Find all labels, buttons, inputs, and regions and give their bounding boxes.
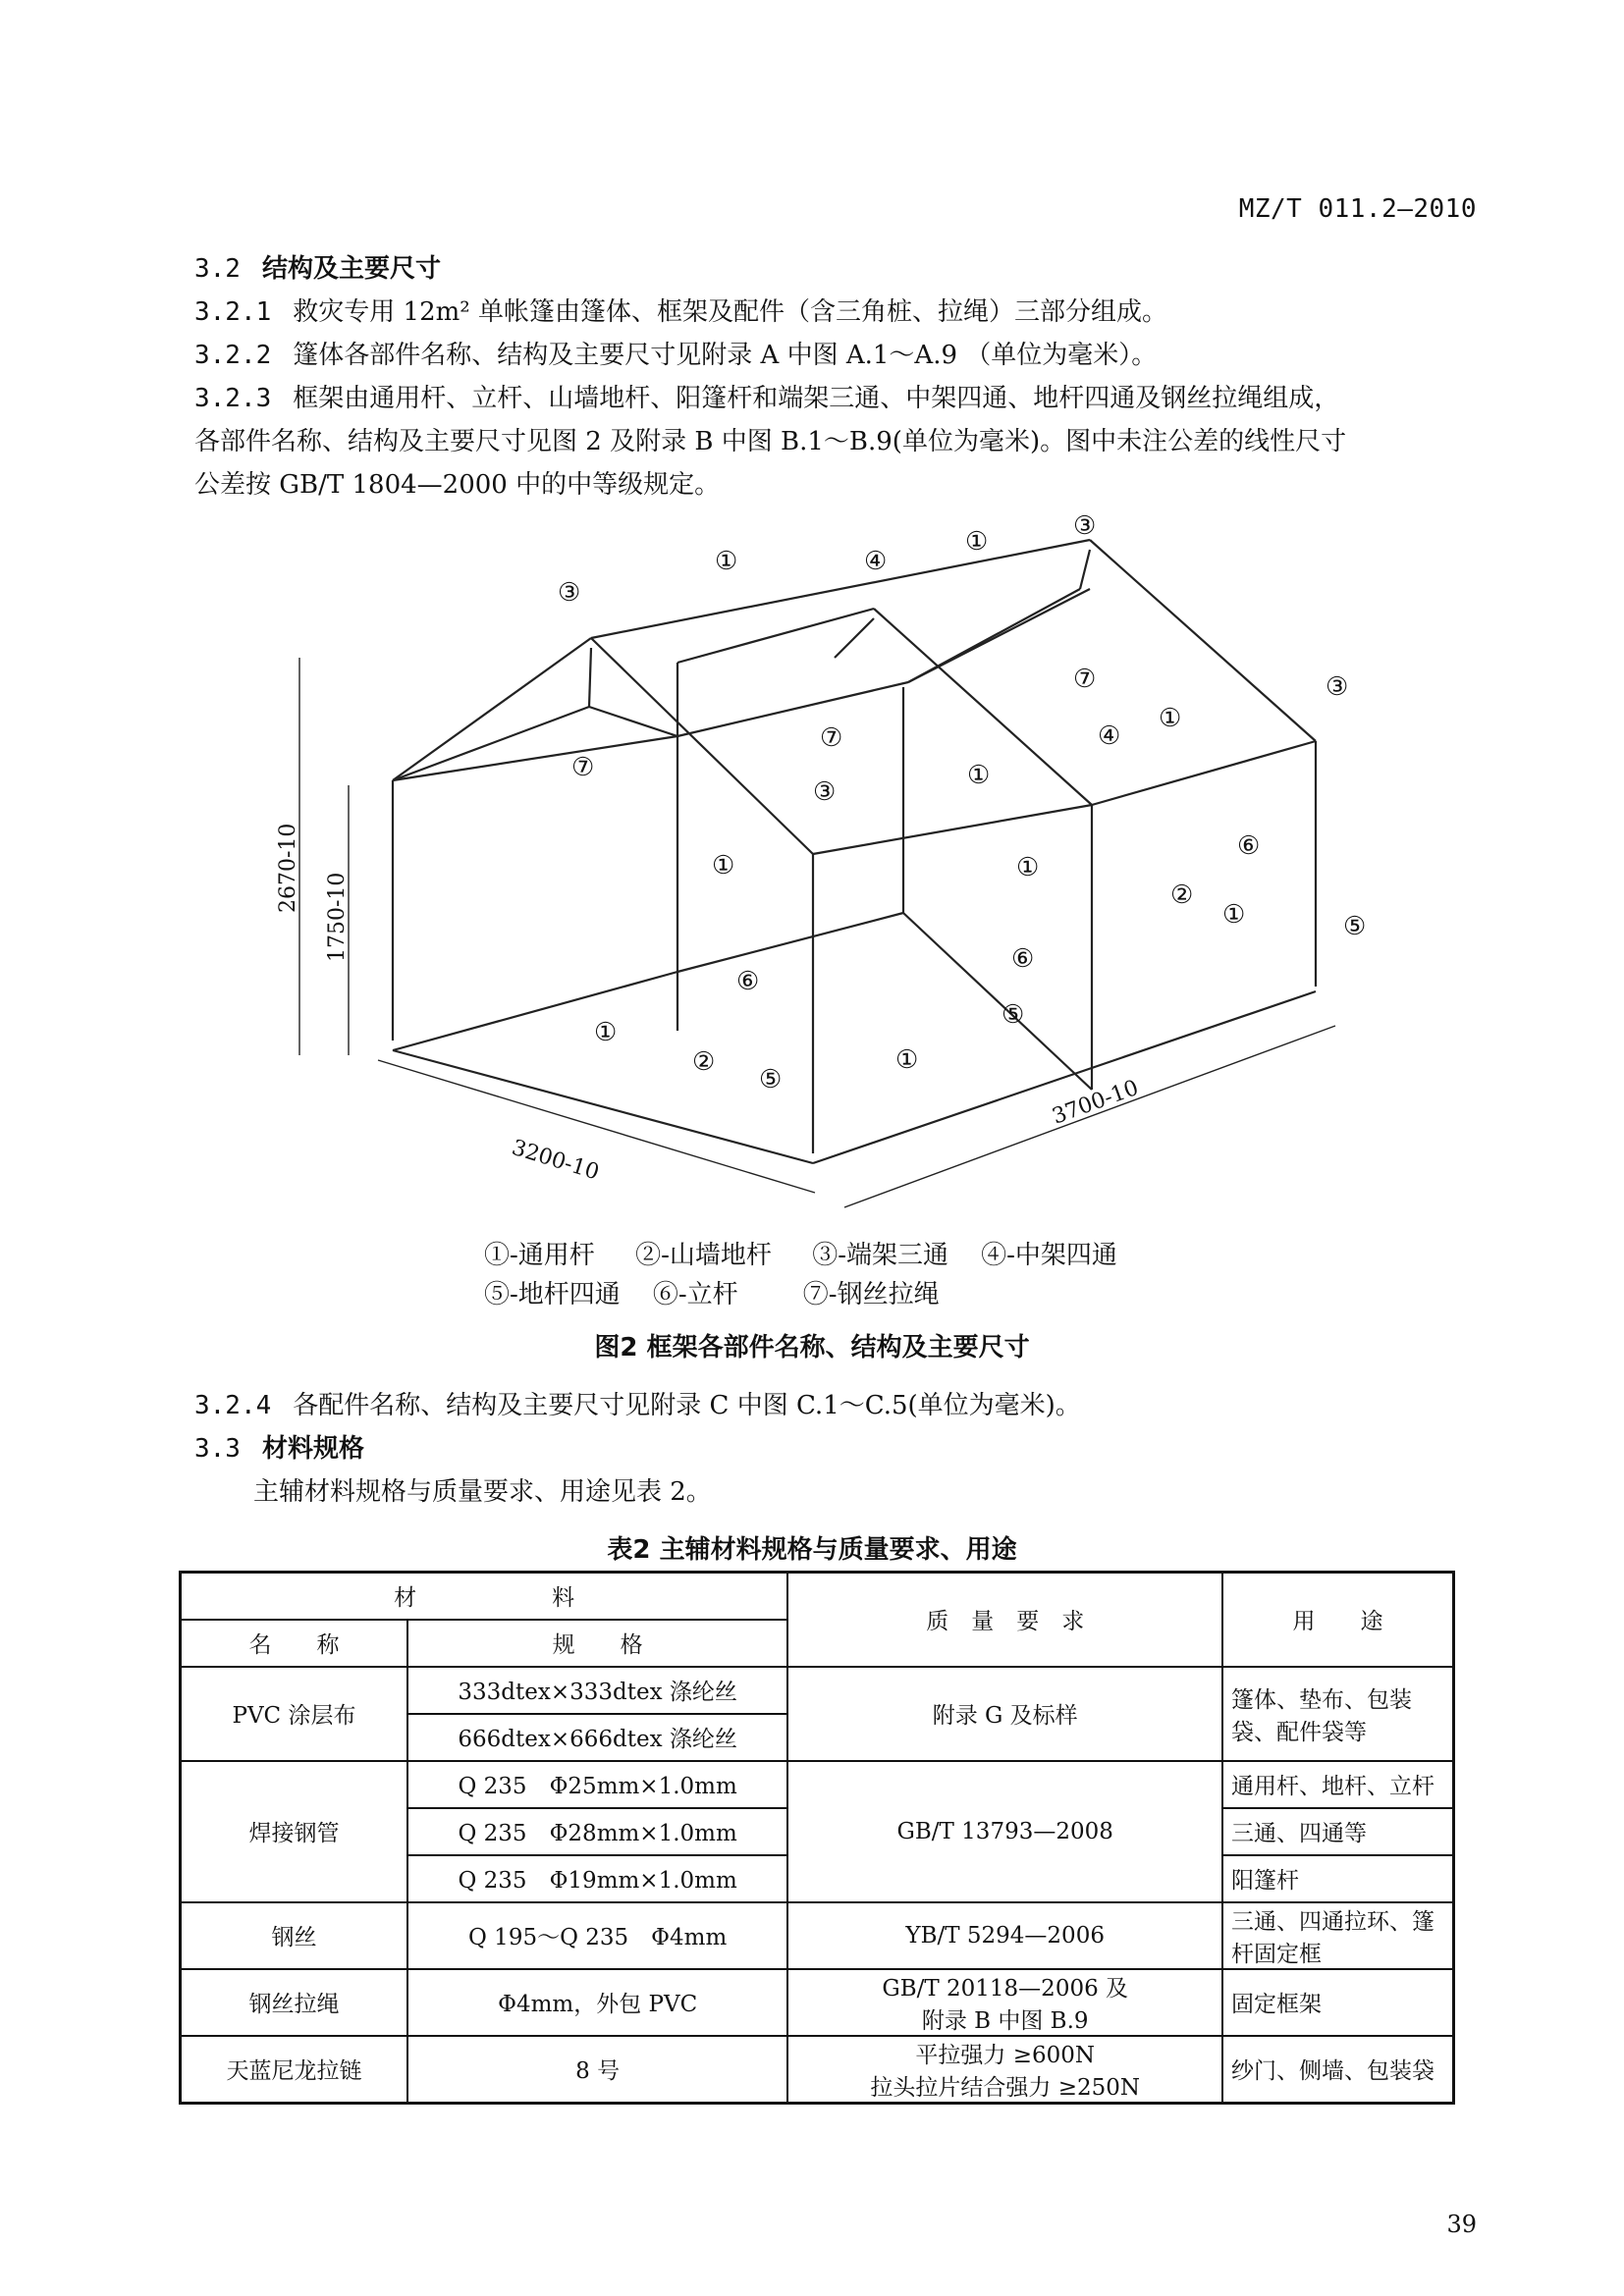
marker-1: ①: [967, 761, 991, 790]
marker-2: ②: [1170, 881, 1194, 910]
doc-code: MZ/T 011.2—2010: [1238, 194, 1477, 224]
section-3-3-body: 主辅材料规格与质量要求、用途见表 2。: [253, 1477, 712, 1507]
section-3-2-2: 3.2.2 篷体各部件名称、结构及主要尺寸见附录 A 中图 A.1～A.9 （单位为毫米）。: [194, 341, 1158, 370]
page-number: 39: [1446, 2211, 1477, 2238]
section-3-3: 3.3 材料规格: [194, 1434, 364, 1464]
table-row: 钢丝拉绳 Φ4mm，外包 PVC GB/T 20118—2006 及 附录 B 中图 B.9 固定框架: [181, 1969, 1454, 2036]
marker-1: ①: [1159, 704, 1182, 733]
marker-5: ⑤: [759, 1065, 783, 1095]
th-spec: 规 格: [407, 1620, 787, 1667]
section-3-2-4: 3.2.4 各配件名称、结构及主要尺寸见附录 C 中图 C.1～C.5(单位为毫米)。: [194, 1391, 1081, 1420]
materials-table: [179, 1571, 1455, 2105]
marker-1: ①: [712, 851, 735, 881]
dim-width: 3200-10: [509, 1135, 602, 1186]
marker-1: ①: [965, 527, 989, 557]
th-material: 材 料: [181, 1573, 788, 1620]
marker-1: ①: [895, 1045, 919, 1075]
marker-7: ⑦: [1073, 665, 1097, 694]
table-row: PVC 涂层布 333dtex×333dtex 涤纶丝 附录 G 及标样 篷体、垫布、包装袋、配件袋等: [181, 1667, 1454, 1714]
marker-4: ④: [1098, 721, 1121, 751]
th-quality: 质 量 要 求: [787, 1573, 1222, 1667]
table-caption: 表2 主辅材料规格与质量要求、用途: [607, 1535, 1017, 1565]
figure-legend-row2: ⑤-地杆四通 ⑥-立杆 ⑦-钢丝拉绳: [484, 1280, 940, 1309]
table-row: 666dtex×666dtex 涤纶丝: [181, 1714, 1454, 1761]
marker-4: ④: [864, 547, 888, 576]
marker-7: ⑦: [571, 753, 595, 782]
section-3-2-3-cont2: 公差按 GB/T 1804—2000 中的中等级规定。: [194, 470, 721, 500]
tent-frame-figure: [0, 510, 1624, 1217]
section-3-2: 3.2 结构及主要尺寸: [194, 254, 441, 284]
figure-legend-row1: ①-通用杆 ②-山墙地杆 ③-端架三通 ④-中架四通: [484, 1241, 1117, 1270]
table-row: Q 235 Φ28mm×1.0mm 三通、四通等: [181, 1808, 1454, 1855]
figure-caption: 图2 框架各部件名称、结构及主要尺寸: [594, 1333, 1030, 1362]
marker-7: ⑦: [820, 723, 843, 753]
marker-1: ①: [1016, 853, 1040, 882]
marker-3: ③: [1326, 672, 1349, 702]
marker-1: ①: [715, 547, 738, 576]
marker-3: ③: [1073, 511, 1097, 541]
marker-2: ②: [692, 1047, 716, 1077]
table-row: Q 235 Φ19mm×1.0mm 阳篷杆: [181, 1855, 1454, 1902]
marker-6: ⑥: [736, 967, 760, 996]
marker-1: ①: [1222, 900, 1246, 930]
dim-wall-height: 1750-10: [325, 872, 350, 962]
table-row: 钢丝 Q 195～Q 235 Φ4mm YB/T 5294—2006 三通、四通拉环、篷杆固定框: [181, 1902, 1454, 1969]
th-use: 用 途: [1222, 1573, 1453, 1667]
marker-6: ⑥: [1011, 944, 1035, 974]
dim-length: 3700-10: [1049, 1075, 1142, 1130]
section-3-2-3: 3.2.3 框架由通用杆、立杆、山墙地杆、阳篷杆和端架三通、中架四通、地杆四通及钢丝拉绳组成，: [194, 384, 1340, 413]
table-row: 天蓝尼龙拉链 8 号 平拉强力 ≥600N 拉头拉片结合强力 ≥250N 纱门、侧墙、包装袋: [181, 2036, 1454, 2104]
marker-6: ⑥: [1237, 831, 1261, 861]
marker-5: ⑤: [1001, 1000, 1025, 1030]
marker-1: ①: [594, 1018, 618, 1047]
section-3-2-3-cont1: 各部件名称、结构及主要尺寸见图 2 及附录 B 中图 B.1～B.9(单位为毫米)。图中未注公差的线性尺寸: [194, 427, 1347, 456]
table-row: 焊接钢管 Q 235 Φ25mm×1.0mm GB/T 13793—2008 通用杆、地杆、立杆: [181, 1761, 1454, 1808]
marker-3: ③: [813, 777, 837, 807]
th-name: 名 称: [181, 1620, 407, 1667]
marker-5: ⑤: [1343, 912, 1367, 941]
marker-3: ③: [558, 578, 581, 608]
section-3-2-1: 3.2.1 救灾专用 12m² 单帐篷由篷体、框架及配件（含三角桩、拉绳）三部分组成。: [194, 297, 1167, 327]
dim-total-height: 2670-10: [276, 823, 300, 913]
